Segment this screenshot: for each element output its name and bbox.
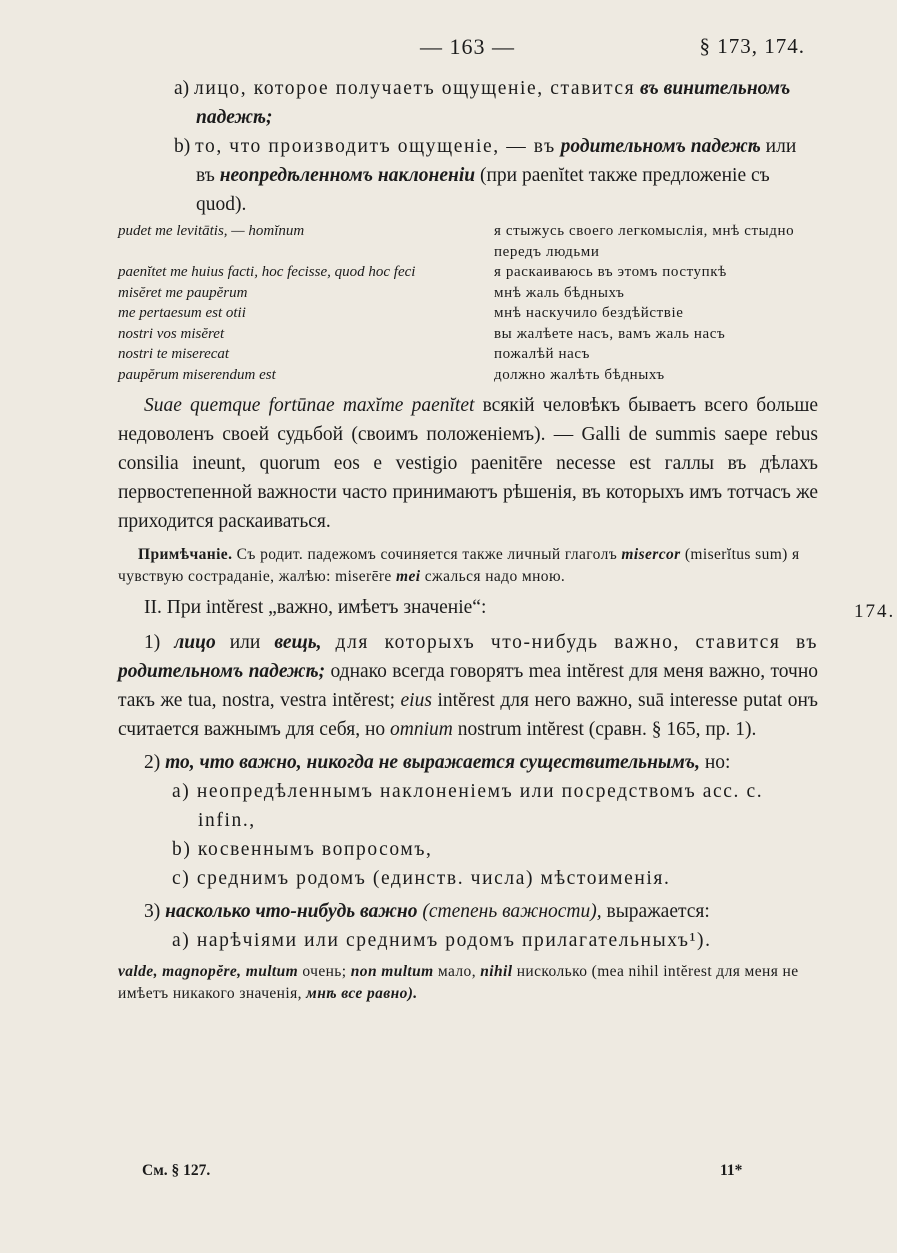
note: Примѣчаніе. Съ родит. падежомъ сочиняется также личный глаголъ misercor (miserĭtus sum) я чувствую состраданіе, жалѣю: miserēre mei сжалься надо мною.: [118, 546, 800, 585]
example-row: [118, 344, 808, 365]
example-russian: должно жалѣть бѣдныхъ: [494, 366, 665, 383]
example-russian: я раскаиваюсь въ этомъ поступкѣ: [494, 264, 727, 280]
example-russian: мнѣ наскучило бездѣйствіе: [494, 305, 684, 321]
rule-item-3: 3) насколько что-нибудь важно (степень важности), выражается:: [144, 901, 710, 922]
rule-item-2a: a) неопредѣленнымъ наклоненіемъ или посредствомъ acc. c. infin.,: [172, 781, 764, 831]
example-latin: pudet me levitātis, — homĭnum: [118, 223, 305, 239]
example-row: [118, 221, 808, 262]
rule-item-1: 1) лицо или вещь, для которыхъ что-нибудь важно, ставится въ родительномъ падежѣ; однако всегда говорятъ mea intĕrest для меня важно, точно такъ же tua, nostra, vestra intĕrest; eius intĕrest для него важно, suā interesse putat онъ считается важнымъ для себя, но omnium nostrum intĕrest (сравн. § 165, пр. 1).: [118, 632, 819, 740]
paragraph-example: Suae quemque fortūnae maxĭme paenĭtet всякій человѣкъ бываетъ всего больше недоволенъ своей судьбой (своимъ положеніемъ). — Galli de summis saepe rebus consilia ineunt, quorum eos e vestigio paenitēre necesse est галлы въ дѣлахъ первостепенной важности часто принимаютъ рѣшенія, въ которыхъ имъ тотчасъ же приходится раскаиваться.: [118, 395, 819, 532]
example-latin: nostri vos misĕret: [118, 325, 225, 342]
margin-section-number: 174.: [854, 601, 896, 622]
example-russian: вы жалѣете насъ, вамъ жаль насъ: [494, 325, 726, 342]
footnote: См. § 127.: [142, 1162, 211, 1179]
rule-item-3a: a) нарѣчіями или среднимъ родомъ прилагательныхъ¹).: [172, 930, 712, 951]
page-header: [0, 30, 897, 64]
example-russian: пожалѣй насъ: [494, 346, 591, 362]
list-item-a: a) лицо, которое получаетъ ощущеніе, ставится въ винительномъ падежѣ;: [174, 78, 791, 128]
example-latin: misĕret me paupĕrum: [118, 284, 248, 301]
example-latin: nostri te miserecat: [118, 346, 230, 362]
example-russian: мнѣ жаль бѣдныхъ: [494, 284, 625, 301]
example-table: [118, 221, 808, 385]
rule-item-2b: b) косвеннымъ вопросомъ,: [172, 839, 433, 860]
example-latin: paupĕrum miserendum est: [118, 366, 276, 383]
rule-item-2: 2) то, что важно, никогда не выражается существительнымъ, но:: [144, 752, 731, 773]
degree-examples: valde, magnopĕre, multum очень; non multum мало, nihil нисколько (mea nihil intĕrest для меня не имѣетъ никакого значенія, мнѣ все равно).: [118, 963, 799, 1002]
example-russian: я стыжусь своего легкомыслія, мнѣ стыдно передъ людьми: [494, 223, 795, 260]
example-row: [118, 303, 808, 324]
example-row: [118, 324, 808, 345]
example-row: [118, 283, 808, 304]
list-item-b: b) то, что производитъ ощущеніе, — въ родительномъ падежѣ или въ неопредѣленномъ наклоненіи (при paenĭtet также предложеніе съ quod).: [174, 136, 797, 215]
section-heading: II. При intĕrest „важно, имѣетъ значеніе“: 174.: [118, 592, 818, 624]
example-latin: me pertaesum est otii: [118, 305, 246, 321]
page-content: [118, 74, 896, 1005]
example-row: [118, 365, 808, 386]
example-latin: paenĭtet me huius facti, hoc fecisse, quod hoc feci: [118, 264, 416, 280]
rule-item-2c: c) среднимъ родомъ (единств. числа) мѣстоименія.: [172, 868, 671, 889]
page-number: — 163 —: [420, 34, 515, 59]
example-row: [118, 262, 808, 283]
section-reference: § 173, 174.: [699, 34, 805, 58]
signature-mark: 11*: [720, 1162, 743, 1179]
page-footer: [142, 1162, 742, 1180]
